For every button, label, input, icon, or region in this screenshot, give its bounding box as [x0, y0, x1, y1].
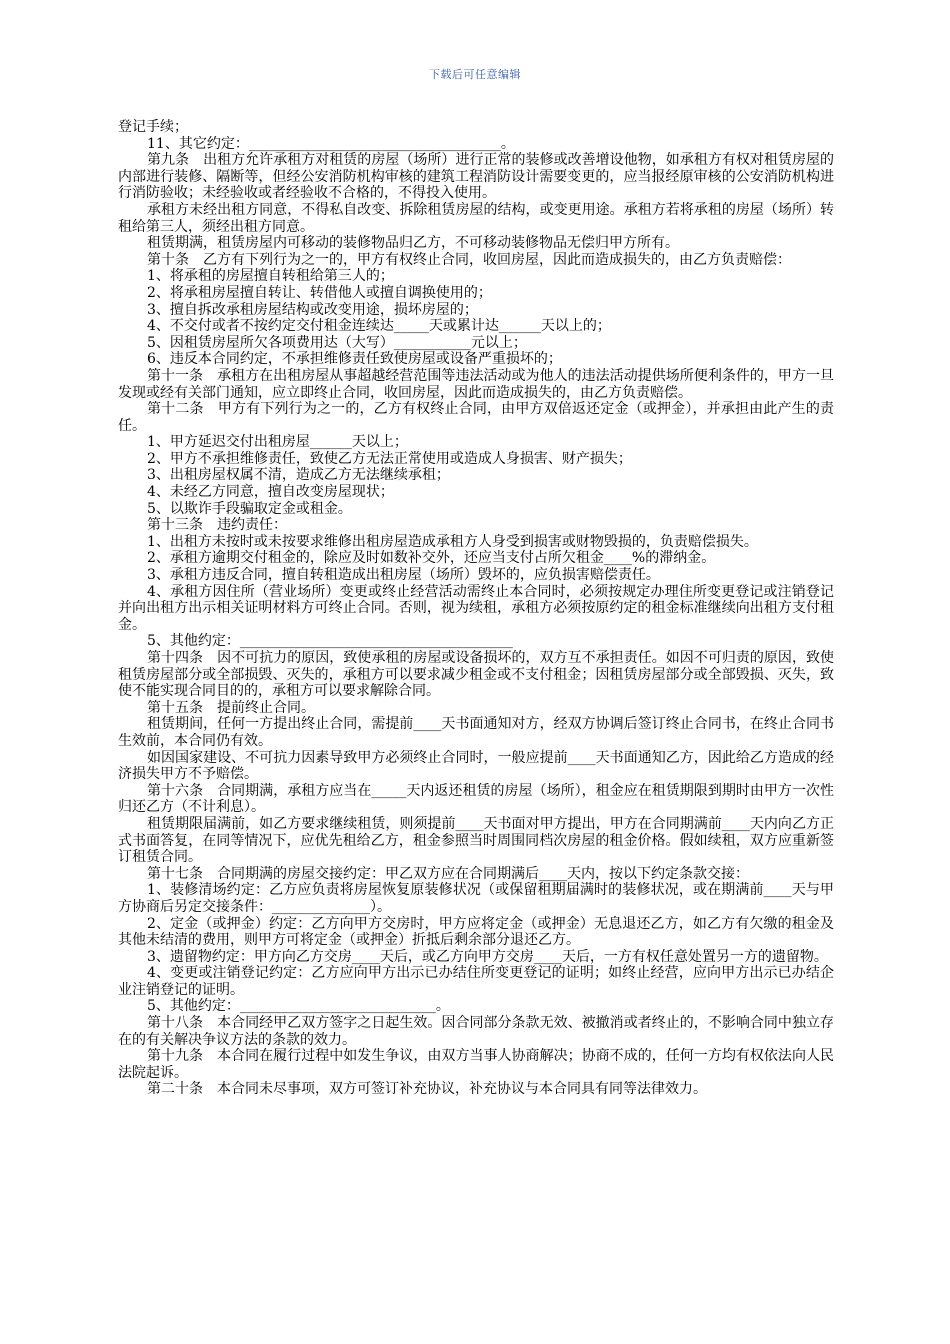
contract-paragraph: 5、其他约定：____________________________。 [147, 998, 450, 1015]
contract-paragraph: 1、出租方未按时或未按要求维修出租房屋造成承租方人身受到损害或财物毁损的，负责赔偿损失。 [147, 533, 758, 550]
contract-paragraph: 租赁期满，租赁房屋内可移动的装修物品归乙方，不可移动装修物品无偿归甲方所有。 [147, 235, 679, 252]
contract-paragraph: 11、其它约定：____________________________________。 [147, 135, 515, 152]
contract-paragraph: 承租方未经出租方同意，不得私自改变、拆除租赁房屋的结构，或变更用途。承租方若将承租的房屋（场所）转租给第三人，须经出租方同意。 [118, 201, 834, 235]
contract-paragraph: 6、违反本合同约定，不承担维修责任致使房屋或设备严重损坏的； [147, 351, 562, 368]
contract-paragraph: 2、将承租房屋擅自转让、转借他人或擅自调换使用的； [147, 284, 492, 301]
contract-paragraph: 第十五条 提前终止合同。 [147, 699, 315, 716]
contract-paragraph: 1、甲方延迟交付出租房屋______天以上； [147, 434, 408, 451]
contract-paragraph: 4、变更或注销登记约定：乙方应向甲方出示已办结住所变更登记的证明；如终止经营，应向甲方出示已办结企业注销登记的证明。 [118, 965, 834, 998]
contract-paragraph: 3、承租方违反合同，擅自转租造成出租房屋（场所）毁坏的，应负损害赔偿责任。 [147, 567, 660, 584]
contract-paragraph: 1、将承租的房屋擅自转租给第三人的； [147, 268, 394, 285]
contract-paragraph: 2、定金（或押金）约定：乙方向甲方交房时，甲方应将定金（或押金）无息退还乙方，如乙方有欠缴的租金及其他未结清的费用，则甲方可将定金（或押金）折抵后剩余部分退还乙方。 [118, 915, 834, 949]
contract-paragraph: 第十条 乙方有下列行为之一的，甲方有权终止合同，收回房屋，因此而造成损失的，由乙方负责赔偿： [147, 251, 791, 268]
contract-paragraph: 第十四条 因不可抗力的原因，致使承租的房屋或设备损坏的，双方互不承担责任。如因不可归责的原因，致使租赁房屋部分或全部损毁、灭失的，承租方可以要求减少租金或不支付租金；因租赁房屋部分或全部毁损、灭失，致使不能实现合同目的的，承租方可以要求解除合同。 [118, 650, 834, 700]
contract-paragraph: 第十一条 承租方在出租房屋从事超越经营范围等违法活动或为他人的违法活动提供场所便利条件的，甲方一旦发现或经有关部门通知，应立即终止合同，收回房屋，因此而造成损失的，由乙方负责赔偿。 [118, 367, 834, 401]
contract-paragraph: 租赁期间，任何一方提出终止合同，需提前____天书面通知对方，经双方协调后签订终止合同书，在终止合同书生效前，本合同仍有效。 [118, 716, 834, 749]
contract-paragraph: 4、承租方因住所（营业场所）变更或终止经营活动需终止本合同时，必须按规定办理住所变更登记或注销登记并向出租方出示相关证明材料方可终止合同。否则，视为续租，承租方必须按原约定的租金标准继续向出租方支付租金。 [118, 583, 834, 633]
contract-paragraph: 登记手续； [118, 119, 188, 135]
contract-paragraph: 2、甲方不承担维修责任，致使乙方无法正常使用或造成人身损害、财产损失； [147, 450, 632, 467]
contract-paragraph: 1、装修清场约定：乙方应负责将房屋恢复原装修状况（或保留租期届满时的装修状况，或在期满前____天与甲方协商后另定交接条件：______________）。 [118, 882, 834, 915]
contract-paragraph: 第十七条 合同期满的房屋交接约定：甲乙双方应在合同期满后____天内，按以下约定条款交接： [147, 865, 749, 882]
contract-paragraph: 第十九条 本合同在履行过程中如发生争议，由双方当事人协商解决；协商不成的，任何一方均有权依法向人民法院起诉。 [118, 1048, 834, 1081]
contract-paragraph: 第十二条 甲方有下列行为之一的，乙方有权终止合同，由甲方双倍返还定金（或押金），并承担由此产生的责任。 [118, 401, 834, 434]
contract-paragraph: 第十六条 合同期满，承租方应当在_____天内返还租赁的房屋（场所），租金应在租赁期限到期时由甲方一次性归还乙方（不计利息）。 [118, 782, 834, 816]
contract-paragraph: 3、擅自拆改承租房屋结构或改变用途，损坏房屋的； [147, 301, 478, 318]
contract-paragraph: 第九条 出租方允许承租方对租赁的房屋（场所）进行正常的装修或改善增设他物，如承租方有权对租赁房屋的内部进行装修、隔断等，但经公安消防机构审核的建筑工程消防设计需要变更的，应当报经原审核的公安消防机构进行消防验收；未经验收或者经验收不合格的，不得投入使用。 [118, 152, 834, 202]
contract-paragraph: 3、出租房屋权属不清，造成乙方无法继续承租； [147, 467, 450, 484]
contract-paragraph: 如因国家建设、不可抗力因素导致甲方必须终止合同时，一般应提前____天书面通知乙方，因此给乙方造成的经济损失甲方不予赔偿。 [118, 749, 834, 783]
contract-paragraph: 4、不交付或者不按约定交付租金连续达_____天或累计达______天以上的； [147, 318, 611, 335]
contract-paragraph: 4、未经乙方同意，擅自改变房屋现状； [147, 484, 394, 501]
contract-paragraph: 3、遗留物约定：甲方向乙方交房____天后，或乙方向甲方交房____天后，一方有权任意处置另一方的遗留物。 [147, 948, 828, 965]
contract-paragraph: 第十八条 本合同经甲乙双方签字之日起生效。因合同部分条款无效、被撤消或者终止的，不影响合同中独立存在的有关解决争议方法的条款的效力。 [118, 1015, 834, 1048]
contract-paragraph: 第十三条 违约责任： [147, 517, 287, 534]
contract-body [118, 119, 834, 1098]
contract-paragraph: 5、因租赁房屋所欠各项费用达（大写）___________元以上； [147, 334, 527, 351]
contract-paragraph: 2、承租方逾期交付租金的，除应及时如数补交外，还应当支付占所欠租金____%的滞纳金。 [147, 550, 716, 567]
page-header: 下载后可任意编辑 [429, 68, 521, 81]
contract-paragraph: 租赁期限届满前，如乙方要求继续租赁，则须提前____天书面对甲方提出，甲方在合同期满前____天内向乙方正式书面答复，在同等情况下，应优先租给乙方，租金参照当时周围同档次房屋的租金价格。假如续租，双方应重新签订租赁合同。 [118, 815, 834, 866]
contract-paragraph: 5、其他约定：_______________________________________ [147, 633, 513, 650]
contract-paragraph: 5、以欺诈手段骗取定金或租金。 [147, 500, 352, 517]
contract-paragraph: 第二十条 本合同未尽事项，双方可签订补充协议，补充协议与本合同具有同等法律效力。 [147, 1081, 707, 1098]
